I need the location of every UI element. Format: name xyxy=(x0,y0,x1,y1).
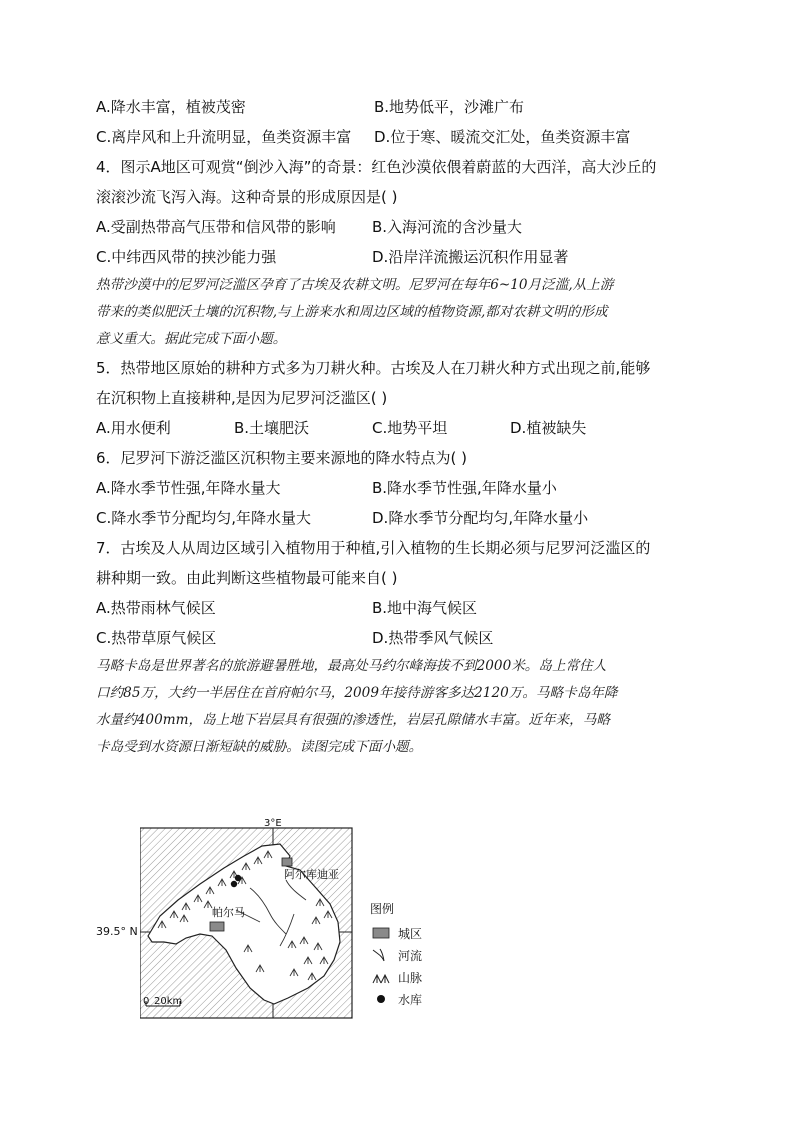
legend-title: 图例 xyxy=(370,902,395,916)
q3-options-row-2 xyxy=(96,122,706,152)
reservoir-marker xyxy=(235,875,241,881)
q5-stem-line-2: 在沉积物上直接耕种,是因为尼罗河泛滥区( ) xyxy=(96,389,388,407)
q4-options-row-2 xyxy=(96,242,706,272)
reservoir-marker xyxy=(231,881,237,887)
legend-city-label: 城区 xyxy=(398,926,423,941)
q3-option-b[interactable]: B.地势低平，沙滩广布 xyxy=(374,98,525,116)
passage-mallorca-line-4: 卡岛受到水资源日渐短缺的威胁。读图完成下面小题。 xyxy=(96,739,423,755)
passage-nile-line-2: 带来的类似肥沃土壤的沉积物,与上游来水和周边区域的植物资源,都对农耕文明的形成 xyxy=(96,304,608,320)
map-legend xyxy=(370,900,440,1010)
q4-options-row-1 xyxy=(96,212,706,242)
q5-option-a[interactable]: A.用水便利 xyxy=(96,419,171,437)
q4-option-a[interactable]: A.受副热带高气压带和信风带的影响 xyxy=(96,218,336,236)
q3-option-d[interactable]: D.位于寒、暖流交汇处，鱼类资源丰富 xyxy=(374,128,631,146)
city-label-palma: 帕尔马 xyxy=(212,906,245,919)
passage-nile-line-1: 热带沙漠中的尼罗河泛滥区孕育了古埃及农耕文明。尼罗河在每年6~10月泛滥,从上游 xyxy=(96,277,614,293)
city-marker-palma xyxy=(210,922,224,931)
q4-stem-line-2: 滚滚沙流飞泻入海。这种奇景的形成原因是( ) xyxy=(96,188,398,206)
reservoir-icon xyxy=(370,992,392,1006)
legend-item-city xyxy=(370,922,440,944)
legend-mountain-label: 山脉 xyxy=(398,970,423,985)
q3-option-c[interactable]: C.离岸风和上升流明显，鱼类资源丰富 xyxy=(96,128,352,146)
latitude-label: 39.5° N xyxy=(96,925,138,938)
legend-item-reservoir xyxy=(370,988,440,1010)
q7-option-b[interactable]: B.地中海气候区 xyxy=(372,599,478,617)
q7-stem-line-2: 耕种期一致。由此判断这些植物最可能来自( ) xyxy=(96,569,398,587)
river-icon xyxy=(370,948,392,962)
q4-option-b[interactable]: B.入海河流的含沙量大 xyxy=(372,218,523,236)
legend-reservoir-label: 水库 xyxy=(398,992,423,1007)
q6-option-a[interactable]: A.降水季节性强,年降水量大 xyxy=(96,479,281,497)
passage-mallorca-line-1: 马略卡岛是世界著名的旅游避暑胜地，最高处马约尔峰海拔不到2000米。岛上常住人 xyxy=(96,658,607,674)
q3-options-row-1 xyxy=(96,92,706,122)
q6-option-c[interactable]: C.降水季节分配均匀,年降水量大 xyxy=(96,509,312,527)
q7-option-c[interactable]: C.热带草原气候区 xyxy=(96,629,217,647)
passage-mallorca-line-3: 水量约400mm，岛上地下岩层具有很强的渗透性，岩层孔隙储水丰富。近年来，马略 xyxy=(96,712,610,728)
q7-option-a[interactable]: A.热带雨林气候区 xyxy=(96,599,216,617)
q5-option-c[interactable]: C.地势平坦 xyxy=(372,419,448,437)
passage-nile-line-3: 意义重大。据此完成下面小题。 xyxy=(96,331,287,347)
q7-stem-line-1: 7．古埃及人从周边区域引入植物用于种植,引入植物的生长期必须与尼罗河泛滥区的 xyxy=(96,539,651,557)
q5-options-row xyxy=(96,413,706,443)
q7-option-d[interactable]: D.热带季风气候区 xyxy=(372,629,494,647)
legend-item-mountain xyxy=(370,966,440,988)
longitude-label: 3°E xyxy=(264,818,282,829)
q6-option-b[interactable]: B.降水季节性强,年降水量小 xyxy=(372,479,557,497)
city-label-alcudia: 阿尔库迪亚 xyxy=(284,868,339,881)
q6-stem: 6．尼罗河下游泛滥区沉积物主要来源地的降水特点为( ) xyxy=(96,449,468,467)
q4-option-d[interactable]: D.沿岸洋流搬运沉积作用显著 xyxy=(372,248,569,266)
q6-options-row-1 xyxy=(96,473,706,503)
legend-river-label: 河流 xyxy=(398,948,423,963)
q7-options-row-2 xyxy=(96,623,706,653)
q7-options-row-1 xyxy=(96,593,706,623)
city-marker-alcudia xyxy=(282,858,292,866)
scale-zero: 0 xyxy=(143,996,150,1007)
q4-option-c[interactable]: C.中纬西风带的挟沙能力强 xyxy=(96,248,277,266)
q5-stem-line-1: 5．热带地区原始的耕种方式多为刀耕火种。古埃及人在刀耕火种方式出现之前,能够 xyxy=(96,359,651,377)
q5-option-d[interactable]: D.植被缺失 xyxy=(510,419,587,437)
q6-options-row-2 xyxy=(96,503,706,533)
city-icon xyxy=(370,926,392,940)
mountain-icon xyxy=(370,970,392,984)
passage-mallorca-line-2: 口约85万，大约一半居住在首府帕尔马，2009年接待游客多达2120万。马略卡岛年降 xyxy=(96,685,618,701)
q5-option-b[interactable]: B.土壤肥沃 xyxy=(234,419,310,437)
q6-option-d[interactable]: D.降水季节分配均匀,年降水量小 xyxy=(372,509,589,527)
exam-page xyxy=(96,92,706,761)
scale-label: 20km xyxy=(154,996,183,1007)
legend-item-river xyxy=(370,944,440,966)
q4-stem-line-1: 4．图示A地区可观赏“倒沙入海”的奇景：红色沙漠依偎着蔚蓝的大西洋，高大沙丘的 xyxy=(96,158,657,176)
q3-option-a[interactable]: A.降水丰富，植被茂密 xyxy=(96,98,246,116)
